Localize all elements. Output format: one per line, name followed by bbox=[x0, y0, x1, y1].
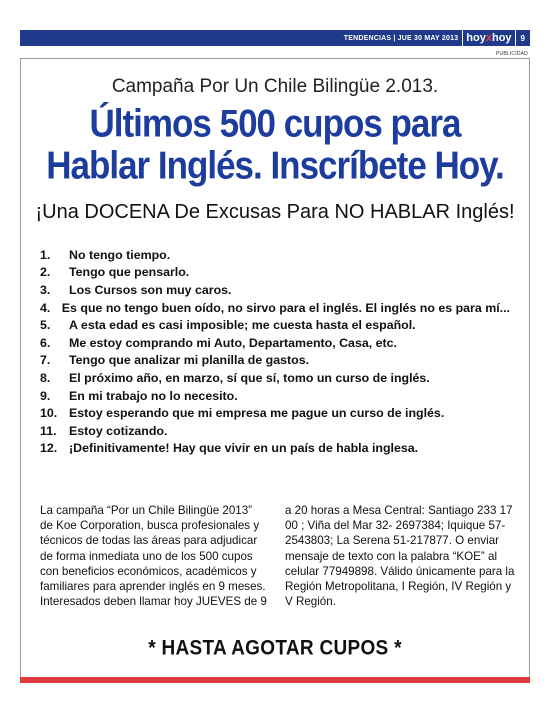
campaign-title: Campaña Por Un Chile Bilingüe 2.013. bbox=[111, 76, 439, 97]
list-item: 1. No tengo tiempo. bbox=[40, 247, 171, 262]
list-item: 7. Tengo que analizar mi planilla de gastos. bbox=[40, 353, 310, 368]
list-item: 11. Estoy cotizando. bbox=[40, 423, 168, 438]
excuses-list bbox=[40, 246, 510, 457]
page-number: 9 bbox=[520, 33, 525, 43]
list-item: 12. ¡Definitivamente! Hay que vivir en un país de habla inglesa. bbox=[40, 441, 419, 456]
list-item: 6. Me estoy comprando mi Auto, Departamento, Casa, etc. bbox=[40, 335, 397, 350]
call-to-action: * HASTA AGOTAR CUPOS * bbox=[148, 636, 402, 660]
subheadline: ¡Una DOCENA De Excusas Para NO HABLAR Inglés! bbox=[35, 201, 515, 223]
list-item: 5. A esta edad es casi imposible; me cuesta hasta el español. bbox=[40, 318, 416, 333]
body-text-right: a 20 horas a Mesa Central: Santiago 233 17 00 ; Viña del Mar 32- 2697384; Iquique 57-2543803; La Serena 51-217877. O enviar mensaje de texto con la palabra “KOE” al celular 77949898. Válido únicamente para la Región Metropolitana, I Región, IV Región y V Región. bbox=[285, 504, 515, 609]
list-item: 4. Es que no tengo buen oído, no sirvo para el inglés. El inglés no es para mí... bbox=[40, 300, 510, 315]
publicidad-label: PUBLICIDAD bbox=[495, 51, 528, 57]
section-date: TENDENCIAS | JUE 30 MAY 2013 bbox=[343, 34, 459, 42]
headline-line-1: Últimos 500 cupos para bbox=[89, 101, 461, 146]
newspaper-logo: hoy x hoy bbox=[462, 30, 515, 46]
list-item: 2. Tengo que pensarlo. bbox=[40, 265, 190, 280]
list-item: 9. En mi trabajo no lo necesito. bbox=[40, 388, 238, 403]
body-text-left: La campaña “Por un Chile Bilingüe 2013” de Koe Corporation, busca profesionales y técnicos de todas las áreas para adjudicar de forma inmediata uno de los 500 cupos con beneficios económicos, académicos y familiares para aprender inglés en 9 meses. Interesados deben llamar hoy JUEVES de 9 bbox=[40, 504, 267, 609]
headline-line-2: Hablar Inglés. Inscríbete Hoy. bbox=[46, 143, 504, 188]
list-item: 10. Estoy esperando que mi empresa me pague un curso de inglés. bbox=[40, 406, 445, 421]
list-item: 3. Los Cursos son muy caros. bbox=[40, 282, 232, 297]
bottom-accent-bar bbox=[20, 677, 530, 683]
newspaper-header bbox=[20, 30, 530, 46]
list-item: 8. El próximo año, en marzo, sí que sí, tomo un curso de inglés. bbox=[40, 370, 430, 385]
